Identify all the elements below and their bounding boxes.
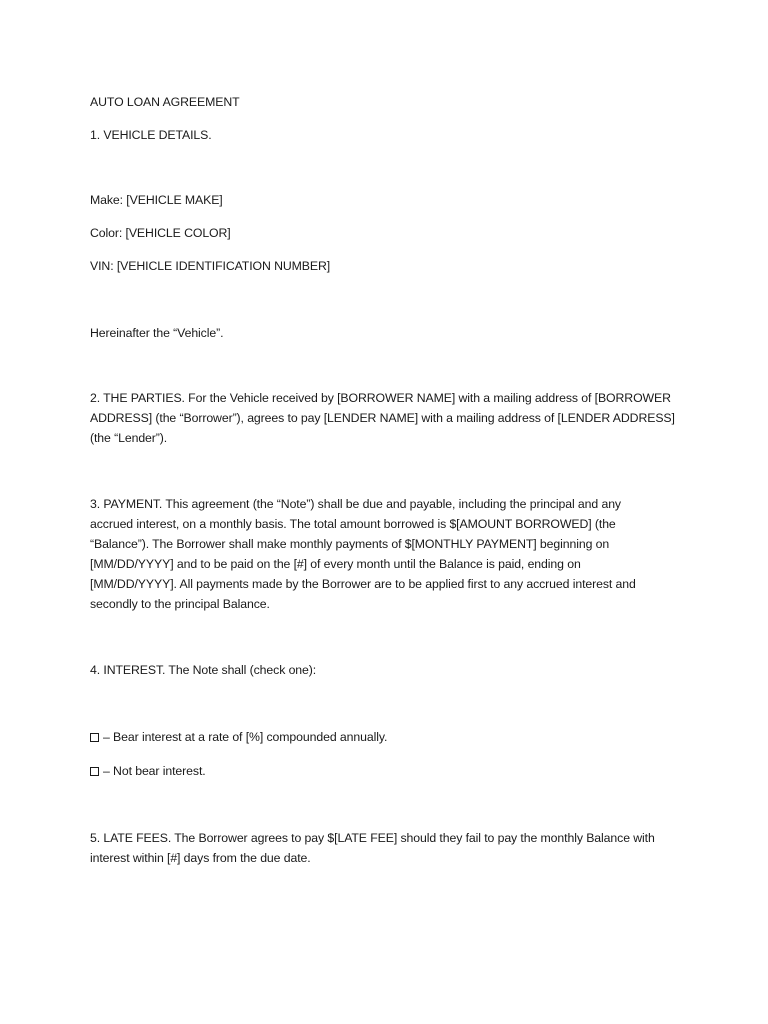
section-late-fees-paragraph — [90, 828, 680, 868]
late-fees-line: interest within [#] days from the due date. — [90, 851, 311, 865]
payment-line: “Balance”). The Borrower shall make monthly payments of $[MONTHLY PAYMENT] beginning on — [90, 537, 610, 551]
payment-line: [MM/DD/YYYY]. All payments made by the Borrower are to be applied first to any accrued interest and — [90, 577, 636, 591]
section-vehicle-details-heading: 1. VEHICLE DETAILS. — [90, 128, 212, 142]
checkbox-icon[interactable] — [90, 733, 99, 742]
parties-line: ADDRESS] (the “Borrower”), agrees to pay [LENDER NAME] with a mailing address of [LENDER ADDRESS] — [90, 411, 675, 425]
interest-option-not-bear-label: – Not bear interest. — [103, 764, 206, 778]
checkbox-icon[interactable] — [90, 767, 99, 776]
parties-line: 2. THE PARTIES. For the Vehicle received by [BORROWER NAME] with a mailing address of [BORROWER — [90, 391, 671, 405]
section-interest-heading: 4. INTEREST. The Note shall (check one): — [90, 663, 317, 677]
late-fees-line: 5. LATE FEES. The Borrower agrees to pay $[LATE FEE] should they fail to pay the monthly Balance with — [90, 831, 655, 845]
vehicle-vin-line: VIN: [VEHICLE IDENTIFICATION NUMBER] — [90, 259, 331, 273]
parties-line: (the “Lender”). — [90, 431, 168, 445]
interest-option-bear-label: – Bear interest at a rate of [%] compounded annually. — [103, 730, 388, 744]
section-payment-paragraph — [90, 494, 680, 614]
payment-line: accrued interest, on a monthly basis. The total amount borrowed is $[AMOUNT BORROWED] (the — [90, 517, 616, 531]
interest-option-not-bear[interactable] — [90, 764, 206, 778]
hereinafter-vehicle-line: Hereinafter the “Vehicle”. — [90, 326, 224, 340]
section-parties-paragraph — [90, 388, 680, 448]
interest-option-bear[interactable] — [90, 730, 387, 744]
payment-line: 3. PAYMENT. This agreement (the “Note”) shall be due and payable, including the principal and any — [90, 497, 621, 511]
document-title: AUTO LOAN AGREEMENT — [90, 95, 240, 109]
payment-line: secondly to the principal Balance. — [90, 597, 270, 611]
vehicle-make-line: Make: [VEHICLE MAKE] — [90, 193, 223, 207]
vehicle-color-line: Color: [VEHICLE COLOR] — [90, 226, 231, 240]
payment-line: [MM/DD/YYYY] and to be paid on the [#] of every month until the Balance is paid, ending on — [90, 557, 581, 571]
